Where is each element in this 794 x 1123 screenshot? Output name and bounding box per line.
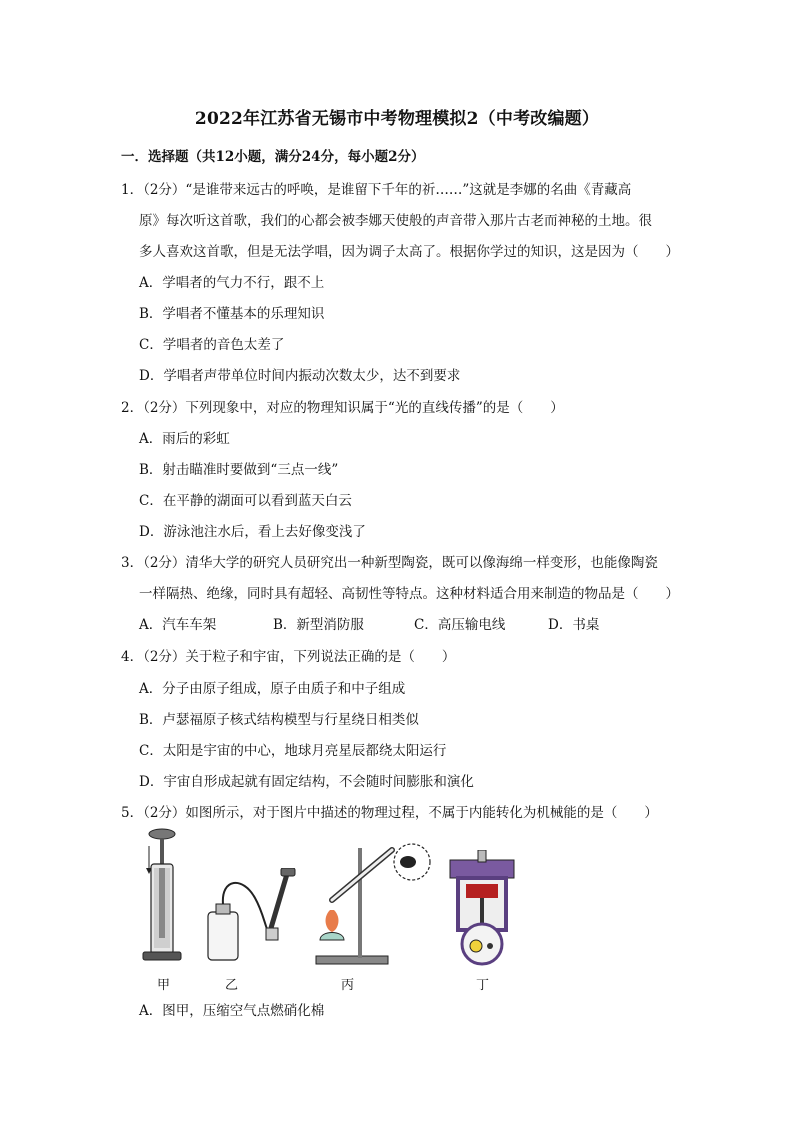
- figure-caption-ding: 丁: [476, 978, 490, 993]
- question-4-line-1: 4．（2分）关于粒子和宇宙，下列说法正确的是（ ）: [121, 649, 456, 665]
- question-4-option-b: B．卢瑟福原子核式结构模型与行星绕日相类似: [139, 712, 419, 728]
- question-2-option-d: D．游泳池注水后，看上去好像变浅了: [139, 524, 366, 540]
- section-heading: 一．选择题（共12小题，满分24分，每小题2分）: [121, 149, 425, 165]
- question-3-option-a: A．汽车车架: [139, 617, 217, 633]
- page-title: 2022年江苏省无锡市中考物理模拟2（中考改编题）: [194, 109, 600, 129]
- question-3-line-2: 一样隔热、绝缘，同时具有超轻、高韧性等特点。这种材料适合用来制造的物品是（ ）: [139, 586, 679, 602]
- question-4-option-a: A．分子由原子组成，原子由质子和中子组成: [139, 681, 406, 697]
- question-2-option-b: B．射击瞄准时要做到“三点一线”: [139, 462, 339, 478]
- figure-caption-yi: 乙: [225, 978, 239, 993]
- question-5-option-a: A．图甲，压缩空气点燃硝化棉: [139, 1003, 325, 1019]
- question-5-line-1: 5．（2分）如图所示，对于图片中描述的物理过程，不属于内能转化为机械能的是（ ）: [121, 805, 658, 821]
- question-3-option-d: D．书桌: [548, 617, 600, 633]
- question-2-line-1: 2．（2分）下列现象中，对应的物理知识属于“光的直线传播”的是（ ）: [121, 400, 564, 416]
- figure-ding-engine-cylinder: [444, 850, 520, 968]
- question-1-option-c: C．学唱者的音色太差了: [139, 337, 285, 353]
- figure-caption-bing: 丙: [341, 978, 355, 993]
- question-1-option-d: D．学唱者声带单位时间内振动次数太少，达不到要求: [139, 368, 461, 384]
- question-1-option-a: A．学唱者的气力不行，跟不上: [139, 275, 325, 291]
- question-1-option-b: B．学唱者不懂基本的乐理知识: [139, 306, 325, 322]
- question-2-option-a: A．雨后的彩虹: [139, 431, 230, 447]
- question-3-option-b: B．新型消防服: [273, 617, 364, 633]
- question-1-line-2: 原》每次听这首歌，我们的心都会被李娜天使般的声音带入那片古老而神秘的土地。很: [139, 213, 652, 229]
- figure-caption-jia: 甲: [157, 978, 171, 993]
- question-4-option-c: C．太阳是宇宙的中心，地球月亮星辰都绕太阳运行: [139, 743, 447, 759]
- question-4-option-d: D．宇宙自形成起就有固定结构，不会随时间膨胀和演化: [139, 774, 474, 790]
- question-3-option-c: C．高压输电线: [414, 617, 506, 633]
- question-2-option-c: C．在平静的湖面可以看到蓝天白云: [139, 493, 352, 509]
- figure-bing-heated-test-tube: [312, 840, 437, 966]
- figure-jia-compression-syringe: [140, 828, 184, 966]
- figure-yi-bottle-pump: [203, 868, 303, 964]
- question-1-line-3: 多人喜欢这首歌，但是无法学唱，因为调子太高了。根据你学过的知识，这是因为（ ）: [139, 244, 679, 260]
- question-1-line-1: 1．（2分）“是谁带来远古的呼唤，是谁留下千年的祈……”这就是李娜的名曲《青藏高: [121, 182, 632, 198]
- question-3-line-1: 3．（2分）清华大学的研究人员研究出一种新型陶瓷，既可以像海绵一样变形，也能像陶瓷: [121, 555, 658, 571]
